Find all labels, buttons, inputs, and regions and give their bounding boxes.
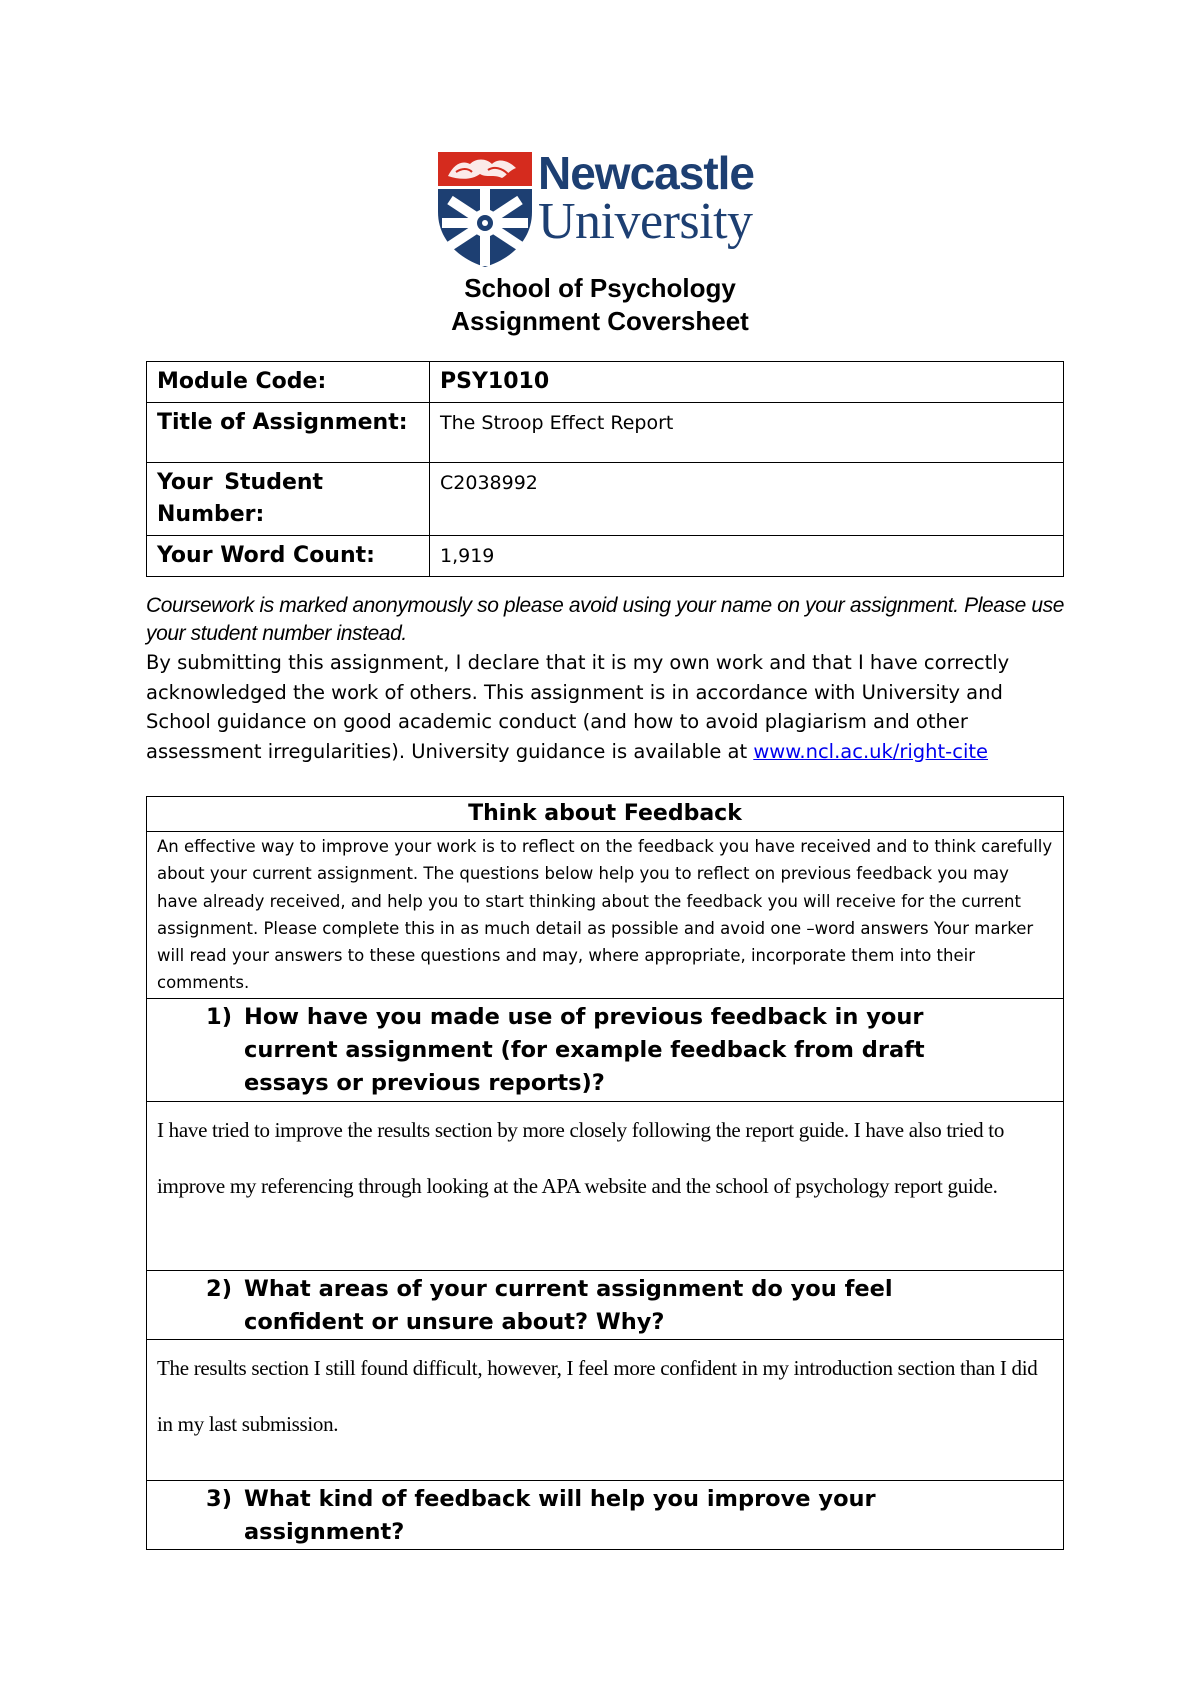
module-code-label: Module Code: [147, 362, 430, 403]
university-logo [436, 147, 788, 268]
question-1 [147, 999, 1064, 1102]
table-row [147, 1102, 1064, 1271]
question-number: 3) [206, 1486, 232, 1512]
right-cite-link[interactable]: www.ncl.ac.uk/right-cite [753, 739, 989, 763]
feedback-table [146, 796, 1064, 1550]
page-title [0, 272, 1200, 338]
feedback-heading: Think about Feedback [147, 797, 1064, 832]
word-count-value: 1,919 [430, 536, 1064, 577]
assignment-title-label: Title of Assignment: [147, 403, 430, 463]
table-row [147, 797, 1064, 832]
table-row [147, 999, 1064, 1102]
question-text: How have you made use of previous feedback in your current assignment (for example feedback from draft essays or previous reports)? [244, 1004, 925, 1096]
table-row [147, 463, 1064, 536]
student-number-label: Your Student Number: [147, 463, 430, 536]
coversheet-title: Assignment Coversheet [451, 306, 749, 336]
question-number: 1) [206, 1004, 232, 1030]
table-row [147, 403, 1064, 463]
assignment-title-value: The Stroop Effect Report [430, 403, 1064, 463]
logo-text-newcastle: Newcastle [538, 147, 755, 199]
question-number: 2) [206, 1276, 232, 1302]
logo-text-university: University [538, 193, 753, 250]
word-count-label: Your Word Count: [147, 536, 430, 577]
student-number-value: C2038992 [430, 463, 1064, 536]
anonymity-note: Coursework is marked anonymously so please avoid using your name on your assignment. Please use your student number instead. [146, 594, 1064, 645]
table-row [147, 1481, 1064, 1550]
crest-icon [436, 150, 534, 268]
table-row [147, 362, 1064, 403]
question-text: What kind of feedback will help you improve your assignment? [244, 1486, 876, 1545]
answer-1[interactable]: I have tried to improve the results section by more closely following the report guide. I have also tried to improve my referencing through looking at the APA website and the school of psychology report guide. [147, 1102, 1064, 1271]
declaration-text [146, 648, 1066, 766]
table-row [147, 832, 1064, 999]
assignment-info-table [146, 361, 1064, 577]
declaration-body: By submitting this assignment, I declare that it is my own work and that I have correctly acknowledged the work of others. This assignment is in accordance with University and School guidance on good academic conduct (and how to avoid plagiarism and other assessment irregularities). University guidance is available at [146, 651, 1010, 763]
submission-notice [146, 592, 1066, 766]
question-2 [147, 1271, 1064, 1340]
question-text: What areas of your current assignment do you feel confident or unsure about? Why? [244, 1276, 893, 1335]
table-row [147, 1340, 1064, 1481]
question-3 [147, 1481, 1064, 1550]
table-row [147, 1271, 1064, 1340]
module-code-value: PSY1010 [430, 362, 1064, 403]
feedback-intro: An effective way to improve your work is to reflect on the feedback you have received and to think carefully about your current assignment. The questions below help you to reflect on previous feedback you may have already received, and help you to start thinking about the feedback you will receive for the current assignment. Please complete this in as much detail as possible and avoid one –word answers Your marker will read your answers to these questions and may, where appropriate, incorporate them into their comments. [147, 832, 1064, 999]
school-name: School of Psychology [464, 273, 736, 303]
table-row [147, 536, 1064, 577]
answer-2[interactable]: The results section I still found difficult, however, I feel more confident in my introduction section than I did in my last submission. [147, 1340, 1064, 1481]
